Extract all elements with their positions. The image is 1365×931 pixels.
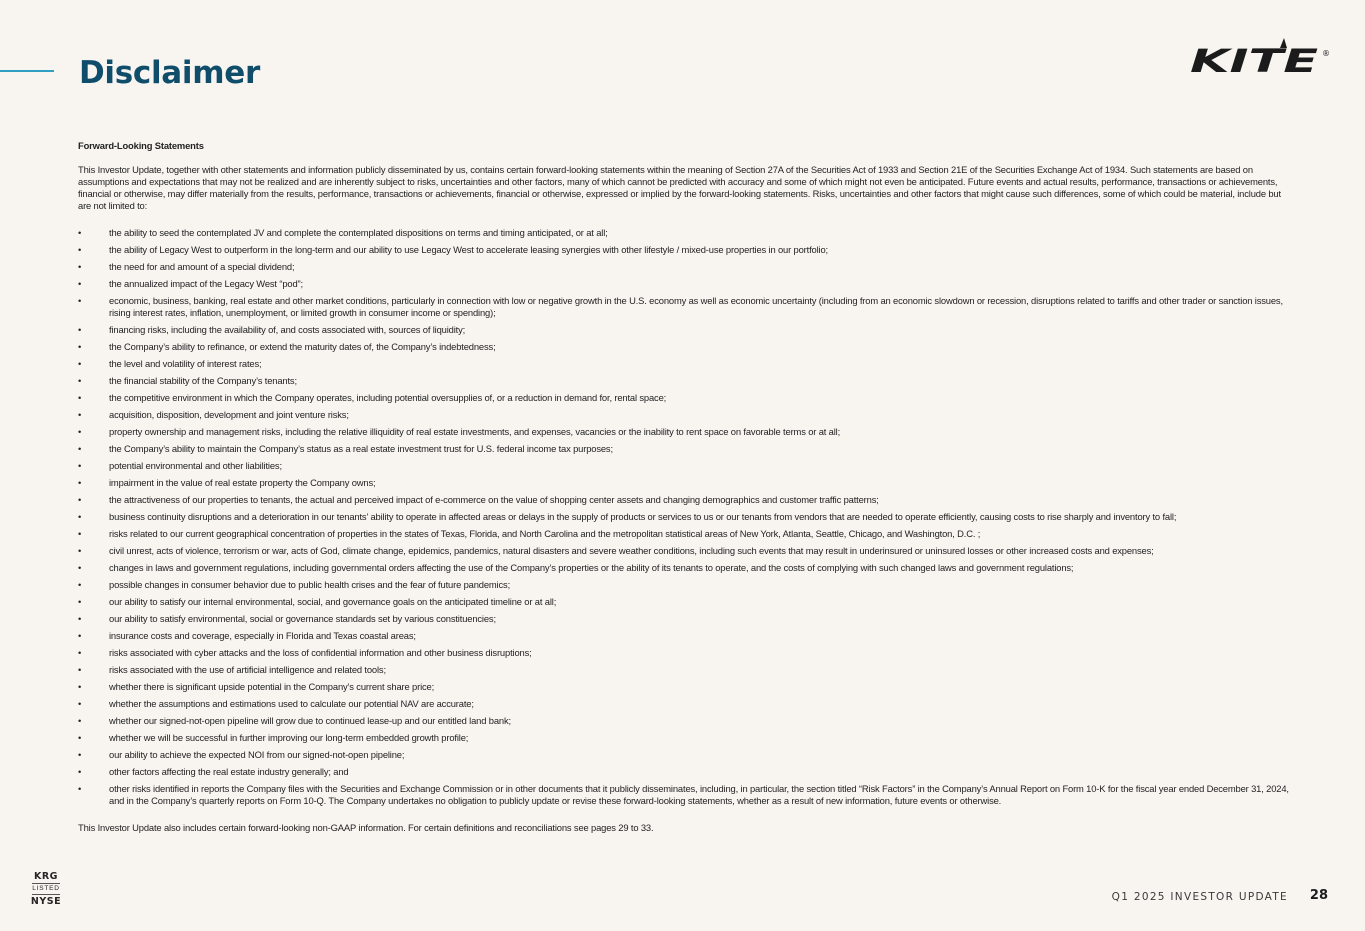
risk-item: • the competitive environment in which the Company operates, including potential oversupplies of, or a reduction in demand for, rental space; <box>78 392 1290 404</box>
risk-item: • the Company’s ability to refinance, or extend the maturity dates of, the Company’s indebtedness; <box>78 341 1290 353</box>
listed-label: LISTED <box>32 883 60 895</box>
logo-registered-mark: ® <box>1322 49 1330 58</box>
risk-item: • whether we will be successful in further improving our long-term embedded growth profile; <box>78 732 1290 744</box>
risk-item: • risks related to our current geographical concentration of properties in the states of Texas, Florida, and North Carolina and the metropolitan statistical areas of New York, Atlanta, Seattle, Chicago, and Washington, D.C. ; <box>78 528 1290 540</box>
risk-item: • the Company’s ability to maintain the Company’s status as a real estate investment trust for U.S. federal income tax purposes; <box>78 443 1290 455</box>
logo-wordmark: KITE <box>1190 42 1319 76</box>
kite-logo <box>1188 34 1332 76</box>
disclaimer-content <box>78 140 1290 834</box>
risk-item: • whether there is significant upside potential in the Company’s current share price; <box>78 681 1290 693</box>
title-accent-line <box>0 70 54 72</box>
risk-factor-list <box>78 227 1290 807</box>
exchange-listing-badge <box>30 871 62 907</box>
risk-item: • the annualized impact of the Legacy West “pod”; <box>78 278 1290 290</box>
risk-item: • business continuity disruptions and a deterioration in our tenants’ ability to operate in affected areas or delays in the supply of products or services to us or our tenants from vendors that are needed to operate efficiently, causing costs to rise sharply and inventory to fall; <box>78 511 1290 523</box>
risk-item: • insurance costs and coverage, especially in Florida and Texas coastal areas; <box>78 630 1290 642</box>
risk-item: • acquisition, disposition, development and joint venture risks; <box>78 409 1290 421</box>
risk-item: • whether our signed-not-open pipeline will grow due to continued lease-up and our entitled land bank; <box>78 715 1290 727</box>
risk-item: • impairment in the value of real estate property the Company owns; <box>78 477 1290 489</box>
risk-item: • economic, business, banking, real estate and other market conditions, particularly in connection with low or negative growth in the U.S. economy as well as economic uncertainty (including from an economic slowdown or recession, disruptions related to tariffs and other trader or sanction issues, rising interest rates, inflation, unemployment, or limited growth in consumer income or spending); <box>78 295 1290 319</box>
risk-item: • our ability to satisfy environmental, social or governance standards set by various constituencies; <box>78 613 1290 625</box>
risk-item: • the financial stability of the Company’s tenants; <box>78 375 1290 387</box>
page-number: 28 <box>1309 888 1328 903</box>
risk-item: • financing risks, including the availability of, and costs associated with, sources of liquidity; <box>78 324 1290 336</box>
ticker-symbol: KRG <box>34 871 58 882</box>
section-heading: Forward-Looking Statements <box>78 140 204 151</box>
risk-item: • other factors affecting the real estate industry generally; and <box>78 766 1290 778</box>
risk-item: • the attractiveness of our properties to tenants, the actual and perceived impact of e-commerce on the value of shopping center assets and changing demographics and customer traffic patterns; <box>78 494 1290 506</box>
risk-item: • property ownership and management risks, including the relative illiquidity of real estate investments, and expenses, vacancies or the inability to rent space on favorable terms or at all; <box>78 426 1290 438</box>
risk-item: • risks associated with cyber attacks and the loss of confidential information and other business disruptions; <box>78 647 1290 659</box>
risk-item: • the level and volatility of interest rates; <box>78 358 1290 370</box>
risk-item: • potential environmental and other liabilities; <box>78 460 1290 472</box>
risk-item: • whether the assumptions and estimations used to calculate our potential NAV are accurate; <box>78 698 1290 710</box>
risk-item: • the need for and amount of a special dividend; <box>78 261 1290 273</box>
risk-item: • civil unrest, acts of violence, terrorism or war, acts of God, climate change, epidemics, pandemics, natural disasters and severe weather conditions, including such events that may result in underinsured or uninsured losses or other increased costs and expenses; <box>78 545 1290 557</box>
page-title: Disclaimer <box>79 55 260 91</box>
risk-item: • our ability to achieve the expected NOI from our signed-not-open pipeline; <box>78 749 1290 761</box>
risk-item: • the ability of Legacy West to outperform in the long-term and our ability to use Legacy West to accelerate leasing synergies with other lifestyle / mixed-use properties in our portfolio; <box>78 244 1290 256</box>
closing-paragraph: This Investor Update also includes certain forward-looking non-GAAP information. For certain definitions and reconciliations see pages 29 to 33. <box>78 822 654 833</box>
footer-report-label: Q1 2025 INVESTOR UPDATE <box>1111 891 1288 903</box>
risk-item: • other risks identified in reports the Company files with the Securities and Exchange Commission or in other documents that it publicly disseminates, including, in particular, the section titled “Risk Factors” in the Company’s Annual Report on Form 10-K for the fiscal year ended December 31, 2024, and in the Company’s quarterly reports on Form 10-Q. The Company undertakes no obligation to publicly update or revise these forward-looking statements, whether as a result of new information, future events or otherwise. <box>78 783 1290 807</box>
risk-item: • changes in laws and government regulations, including governmental orders affecting the use of the Company’s properties or the ability of its tenants to operate, and the costs of complying with such changed laws and government regulations; <box>78 562 1290 574</box>
risk-item: • our ability to satisfy our internal environmental, social, and governance goals on the anticipated timeline or at all; <box>78 596 1290 608</box>
exchange-name: NYSE <box>30 896 62 907</box>
risk-item: • risks associated with the use of artificial intelligence and related tools; <box>78 664 1290 676</box>
risk-item: • possible changes in consumer behavior due to public health crises and the fear of future pandemics; <box>78 579 1290 591</box>
risk-item: • the ability to seed the contemplated JV and complete the contemplated dispositions on terms and timing anticipated, or at all; <box>78 227 1290 239</box>
intro-paragraph: This Investor Update, together with other statements and information publicly disseminated by us, contains certain forward-looking statements within the meaning of Section 27A of the Securities Act of 1933 and Section 21E of the Securities Exchange Act of 1934. Such statements are based on assumptions and expectations that may not be realized and are inherently subject to risks, uncertainties and other factors, many of which cannot be predicted with accuracy and some of which might not even be anticipated. Future events and actual results, performance, transactions or achievements, financial or otherwise, may differ materially from the results, performance, transactions or achievements, financial or otherwise, expressed or implied by the forward-looking statements. Risks, uncertainties and other factors that might cause such differences, some of which could be material, include but are not limited to: <box>78 164 1281 211</box>
